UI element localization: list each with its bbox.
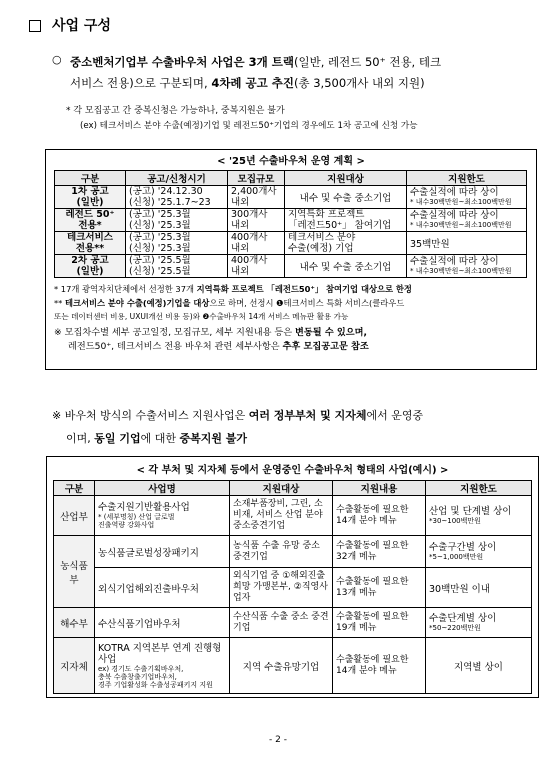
ministry-limit: 30백만원 이내 bbox=[426, 568, 532, 608]
plan-limit bbox=[407, 255, 527, 278]
plan-limit-note: * 내수30백만원~최소100백만원 bbox=[410, 267, 512, 275]
plan-limit-note: * 내수30백만원~최소100백만원 bbox=[410, 198, 512, 206]
table-row bbox=[55, 232, 527, 255]
table-row bbox=[55, 186, 527, 209]
footnote-2c: 으로 하며, 선정시 ❶테크서비스 특화 서비스(클라우드 bbox=[209, 298, 405, 308]
footnote-3 bbox=[54, 326, 536, 340]
intro-paragraph bbox=[70, 52, 540, 94]
intro-line2-bold: 4차례 공고 추진 bbox=[211, 76, 294, 90]
plan-period: (공고) '25.5월 (신청) '25.5월 bbox=[126, 255, 228, 278]
ministry-target: 수산식품 수출 중소 중견기업 bbox=[230, 608, 333, 638]
plan-header: 모집규모 bbox=[228, 171, 285, 186]
ministry-program: 농식품글로벌성장패키지 bbox=[95, 536, 230, 568]
ministry-content: 수출활동에 필요한 14개 분야 메뉴 bbox=[333, 496, 426, 536]
plan-scale: 400개사 내외 bbox=[228, 255, 285, 278]
ministry-program: 수산식품기업바우처 bbox=[95, 608, 230, 638]
plan-limit-text: 수출실적에 따라 상이 bbox=[410, 210, 499, 221]
ministry-limit bbox=[426, 608, 532, 638]
ministry-dept: 해수부 bbox=[54, 608, 95, 638]
notice-l2c: 에 대한 bbox=[140, 432, 180, 445]
intro-line1-bold: 중소벤처기업부 수출바우처 사업은 3개 트랙 bbox=[70, 55, 294, 69]
intro-line2a: 서비스 전용) bbox=[70, 76, 134, 90]
ministry-program-note: * (세부명칭) 산업 글로벌 진출역량 강화사업 bbox=[98, 513, 175, 529]
ministries-box bbox=[46, 456, 539, 698]
plan-period: (공고) '25.3월 (신청) '25.3월 bbox=[126, 209, 228, 232]
plan-footnotes bbox=[54, 282, 536, 354]
ministries-header: 지원대상 bbox=[230, 481, 333, 496]
footnote-3c: 레전드50⁺, 테크서비스 전용 바우처 관련 세부사항은 bbox=[68, 341, 283, 352]
plan-target: 지역특화 프로젝트 「레전드50⁺」 참여기업 bbox=[285, 209, 407, 232]
ministry-limit-text: 산업 및 단계별 상이 bbox=[429, 506, 512, 517]
plan-period: (공고) '24.12.30 (신청) '25.1.7~23 bbox=[126, 186, 228, 209]
ministry-program-name: 수출지원기반활용사업 bbox=[98, 502, 190, 513]
plan-target: 테크서비스 분야 수출(예정) 기업 bbox=[285, 232, 407, 255]
ministry-content: 수출활동에 필요한 32개 메뉴 bbox=[333, 536, 426, 568]
notice-l1b: 여러 정부부처 및 지자체 bbox=[248, 409, 367, 422]
ministries-title: < 각 부처 및 지자체 등에서 운영중인 수출바우처 형태의 사업(예시) > bbox=[136, 465, 449, 476]
intro-note1: * 각 모집공고 간 중복신청은 가능하나, 중복지원은 불가 bbox=[66, 106, 285, 116]
plan-limit: 35백만원 bbox=[407, 232, 527, 255]
ministries-header: 사업명 bbox=[95, 481, 230, 496]
footnote-3-cont bbox=[54, 340, 536, 354]
table-row bbox=[54, 496, 532, 536]
plan-period: (공고) '25.3월 (신청) '25.3월 bbox=[126, 232, 228, 255]
footnote-3d: 추후 모집공고문 참조 bbox=[282, 341, 369, 352]
ministry-limit-text: 수출단계별 상이 bbox=[429, 613, 497, 624]
ministry-content: 수출활동에 필요한 19개 메뉴 bbox=[333, 608, 426, 638]
intro-note2: (ex) 테크서비스 분야 수출(예정)기업 및 레전드50⁺기업의 경우에도 1차 공고에 신청 가능 bbox=[80, 121, 418, 131]
section-checkbox bbox=[29, 20, 41, 32]
ministry-limit: 지역별 상이 bbox=[426, 638, 532, 694]
plan-scale: 300개사 내외 bbox=[228, 209, 285, 232]
intro-line2d: (총 3,500개사 내외 지원) bbox=[293, 76, 425, 90]
ministry-limit-note: *50~220백만원 bbox=[429, 624, 481, 632]
plan-limit bbox=[407, 209, 527, 232]
notice-paragraph bbox=[52, 404, 542, 450]
table-row bbox=[54, 536, 532, 568]
ministry-limit bbox=[426, 536, 532, 568]
plan-target: 내수 및 수출 중소기업 bbox=[285, 186, 407, 209]
ministry-dept: 지자체 bbox=[54, 638, 95, 694]
footnote-2b: 테크서비스 분야 수출(예정)기업을 대상 bbox=[64, 298, 210, 308]
notice-l2d: 중복지원 불가 bbox=[179, 432, 248, 445]
notice-l2a: 이며, bbox=[66, 432, 95, 445]
plan-limit bbox=[407, 186, 527, 209]
ministries-header: 지원한도 bbox=[426, 481, 532, 496]
ministry-dept: 산업부 bbox=[54, 496, 95, 536]
plan-scale: 2,400개사 내외 bbox=[228, 186, 285, 209]
plan-type: 테크서비스 전용** bbox=[55, 232, 126, 255]
ministry-limit-note: *5~1,000백만원 bbox=[429, 553, 484, 561]
ministry-target: 소재부품장비, 그린, 소비재, 서비스 산업 분야 중소중견기업 bbox=[230, 496, 333, 536]
plan-type: 2차 공고 (일반) bbox=[55, 255, 126, 278]
plan-header: 구분 bbox=[55, 171, 126, 186]
ministries-header: 구분 bbox=[54, 481, 95, 496]
plan-table bbox=[54, 170, 527, 278]
plan-title: < '25년 수출바우처 운영 계획 > bbox=[217, 156, 365, 167]
table-row bbox=[54, 638, 532, 694]
plan-header: 지원대상 bbox=[285, 171, 407, 186]
footnote-1a: * 17개 광역자치단체에서 선정한 37개 bbox=[54, 284, 197, 294]
plan-header: 지원한도 bbox=[407, 171, 527, 186]
section-title: 사업 구성 bbox=[52, 18, 111, 34]
plan-type: 1차 공고 (일반) bbox=[55, 186, 126, 209]
footnote-3a: ※ 모집차수별 세부 공고일정, 모집규모, 세부 지원내용 등은 bbox=[54, 327, 296, 338]
ministries-header: 지원내용 bbox=[333, 481, 426, 496]
plan-limit-text: 수출실적에 따라 상이 bbox=[410, 187, 499, 198]
table-row bbox=[55, 255, 527, 278]
notice-l2b: 동일 기업 bbox=[94, 432, 141, 445]
footnote-2 bbox=[54, 296, 536, 310]
intro-line2b: 으로 구분되며, bbox=[133, 76, 212, 90]
footnote-3b: 변동될 수 있으며, bbox=[295, 327, 368, 338]
plan-limit-note: * 내수30백만원~최소100백만원 bbox=[410, 221, 512, 229]
ministry-program-name: KOTRA 지역본부 연계 진행형 사업 bbox=[98, 642, 222, 665]
plan-header: 공고/신청시기 bbox=[126, 171, 228, 186]
notice-l1a: ※ 바우처 방식의 수출서비스 지원사업은 bbox=[52, 409, 249, 422]
plan-box bbox=[45, 149, 537, 370]
ministry-program bbox=[95, 496, 230, 536]
table-row bbox=[54, 568, 532, 608]
notice-l1c: 에서 운영중 bbox=[366, 409, 424, 422]
footnote-1b: 지역특화 프로젝트 「레전드50⁺」 참여기업 대상으로 한정 bbox=[196, 284, 412, 294]
table-row bbox=[54, 608, 532, 638]
footnote-1 bbox=[54, 282, 536, 296]
intro-line1-rest: (일반, 레전드 50⁺ 전용, 테크 bbox=[293, 55, 442, 69]
ministry-limit-text: 수출구간별 상이 bbox=[429, 542, 497, 553]
plan-scale: 400개사 내외 bbox=[228, 232, 285, 255]
footnote-2a: ** bbox=[54, 298, 65, 308]
footnote-2d: 또는 데이터센터 비용, UXUI개선 비용 등)와 ❷수출바우처 14개 서비스 메뉴판 활용 가능 bbox=[54, 312, 349, 321]
ministry-target: 농식품 수출 유망 중소 중견기업 bbox=[230, 536, 333, 568]
table-row bbox=[55, 209, 527, 232]
ministry-program: 외식기업해외진출바우처 bbox=[95, 568, 230, 608]
page-number: - 2 - bbox=[269, 735, 287, 745]
ministry-limit bbox=[426, 496, 532, 536]
plan-limit-text: 수출실적에 따라 상이 bbox=[410, 256, 499, 267]
ministry-program bbox=[95, 638, 230, 694]
ministry-content: 수출활동에 필요한 13개 메뉴 bbox=[333, 568, 426, 608]
ministry-dept: 농식품부 bbox=[54, 536, 95, 608]
plan-type: 레전드 50⁺ 전용* bbox=[55, 209, 126, 232]
ministry-program-note: ex) 경기도 수출기획바우처, 충북 수출창출기업바우처, 경주 기업활성화 수출성공패키지 지원 bbox=[98, 664, 213, 689]
ministry-target: 외식기업 중 ①해외진출 희망 가맹본부, ②직영사업자 bbox=[230, 568, 333, 608]
ministry-content: 수출활동에 필요한 14개 분야 메뉴 bbox=[333, 638, 426, 694]
bullet-circle: ○ bbox=[52, 53, 62, 66]
ministry-limit-note: *30~100백만원 bbox=[429, 517, 481, 525]
plan-target: 내수 및 수출 중소기업 bbox=[285, 255, 407, 278]
ministries-table bbox=[53, 480, 532, 694]
ministry-target: 지역 수출유망기업 bbox=[230, 638, 333, 694]
